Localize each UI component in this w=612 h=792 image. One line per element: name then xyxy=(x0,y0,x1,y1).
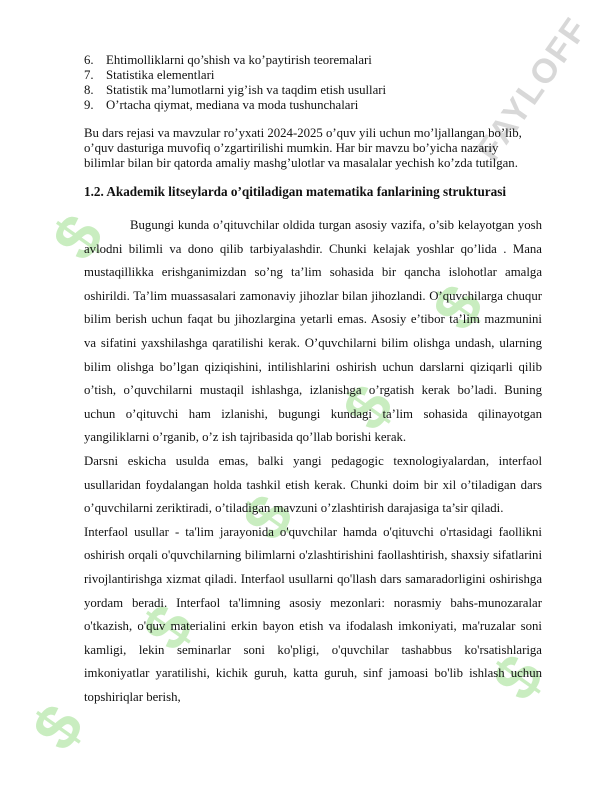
list-item-text: Statistik ma’lumotlarni yig’ish va taqdim etish usullari xyxy=(106,83,387,97)
list-item xyxy=(84,68,542,83)
intro-paragraph: Bu dars rejasi va mavzular ro’yxati 2024-2025 o’quv yili uchun mo’ljallangan bo’lib, o’quv dasturiga muvofiq o’zgartirilishi mumkin. Har bir mavzu bo’yicha nazariy bilimlar bilan bir qatorda amaliy mashg’ulotlar va masalalar yechish ko’zda tutilgan. xyxy=(84,126,522,170)
watermark-logo: $ xyxy=(18,691,98,763)
watermark-logo: $ xyxy=(228,481,308,553)
paragraph: Darsni eskicha usulda emas, balki yangi pedagogic texnologiyalardan, interfaol usullaridan foydalangan holda tashkil etish kerak. Chunki doim bir xil o’tiladigan dars o’quvchilarni zeriktiradi, o’tiladigan mavzuni o’zlashtirish darajasiga ta’sir qiladi. xyxy=(84,453,542,516)
watermark-logo: $ xyxy=(478,641,558,713)
list-item-number: 9. xyxy=(84,98,94,112)
list-item xyxy=(84,83,542,98)
topic-list xyxy=(84,53,542,113)
watermark-logo: $ xyxy=(38,201,118,273)
watermark-logo: $ xyxy=(128,591,208,663)
document-page xyxy=(84,53,542,709)
paragraph: Interfaol usullar - ta'lim jarayonida o'quvchilar hamda o'qituvchi o'rtasidagi faollikni oshirish orqali o'quvchilarning bilimlarni o'zlashtirishini faollashtirish, shaxsiy sifatlarini rivojlantirishga xizmat qiladi. Interfaol usullarni qo'llash dars samaradorligini oshirishga yordam beradi. Interfaol ta'limning asosiy mezonlari: norasmiy bahs-munozaralar o'tkazish, o'quv materialini erkin bayon etish va ifodalash imkoniyati, ma'ruzalar soni kamligi, lekin seminarlar soni ko'pligi, o'quvchilar tashabbus ko'rsatishlariga imkoniyatlar yaratilishi, kichik guruh, katta guruh, sinf jamoasi bo'lib ishlash uchun topshiriqlar berish, xyxy=(84,524,542,704)
list-item-number: 8. xyxy=(84,83,94,97)
watermark-logo: $ xyxy=(418,271,498,343)
section-heading: 1.2. Akademik litseylarda o’qitiladigan matematika fanlarining strukturasi xyxy=(84,184,507,199)
list-item-text: Statistika elementlari xyxy=(106,68,215,82)
paragraph: Bugungi kunda o’qituvchilar oldida turgan asosiy vazifa, o’sib kelayotgan yosh avlodni bilimli va dono qilib tarbiyalashdir. Chunki kelajak yoshlar qo’lida . Mana mustaqillikka erishganimizdan so’ng ta’lim sohasida bir qancha islohotlar amalga oshirildi. Ta’lim muassasalari zamonaviy jihozlar bilan jihozlandi. O’quvchilarga chuqur bilim berish uchun faqat bu jihozlargina yetarli emas. Asosiy e’tibor ta’lim mazmunini va sifatini yaxshilashga qaratilishi kerak. O’quvchilarni bilim olishga undash, ularning bilim olishga bo’lgan qiziqishini, intilishlarini oshirish uchun darslarni qiziqarli qilib o’tish, o’quvchilarni mustaqil ishlashga, izlanishga o’rgatish kerak bo’ladi. Buning uchun o’qituvchi ham izlanishi, bugungi kundagi ta’lim sohasida qilinayotgan yangiliklarni o’rganib, o’z ish tajribasida qo’llab borishi kerak. xyxy=(84,218,542,445)
list-item xyxy=(84,98,542,113)
body-text xyxy=(84,214,542,709)
list-item xyxy=(84,53,542,68)
list-item-number: 7. xyxy=(84,68,94,82)
list-item-text: Ehtimolliklarni qo’shish va ko’paytirish teoremalari xyxy=(106,53,372,67)
list-item-text: O’rtacha qiymat, mediana va moda tushunchalari xyxy=(106,98,359,112)
watermark-logo: $ xyxy=(328,371,408,443)
watermark-text: FAYLOFF xyxy=(469,10,596,169)
list-item-number: 6. xyxy=(84,53,94,67)
